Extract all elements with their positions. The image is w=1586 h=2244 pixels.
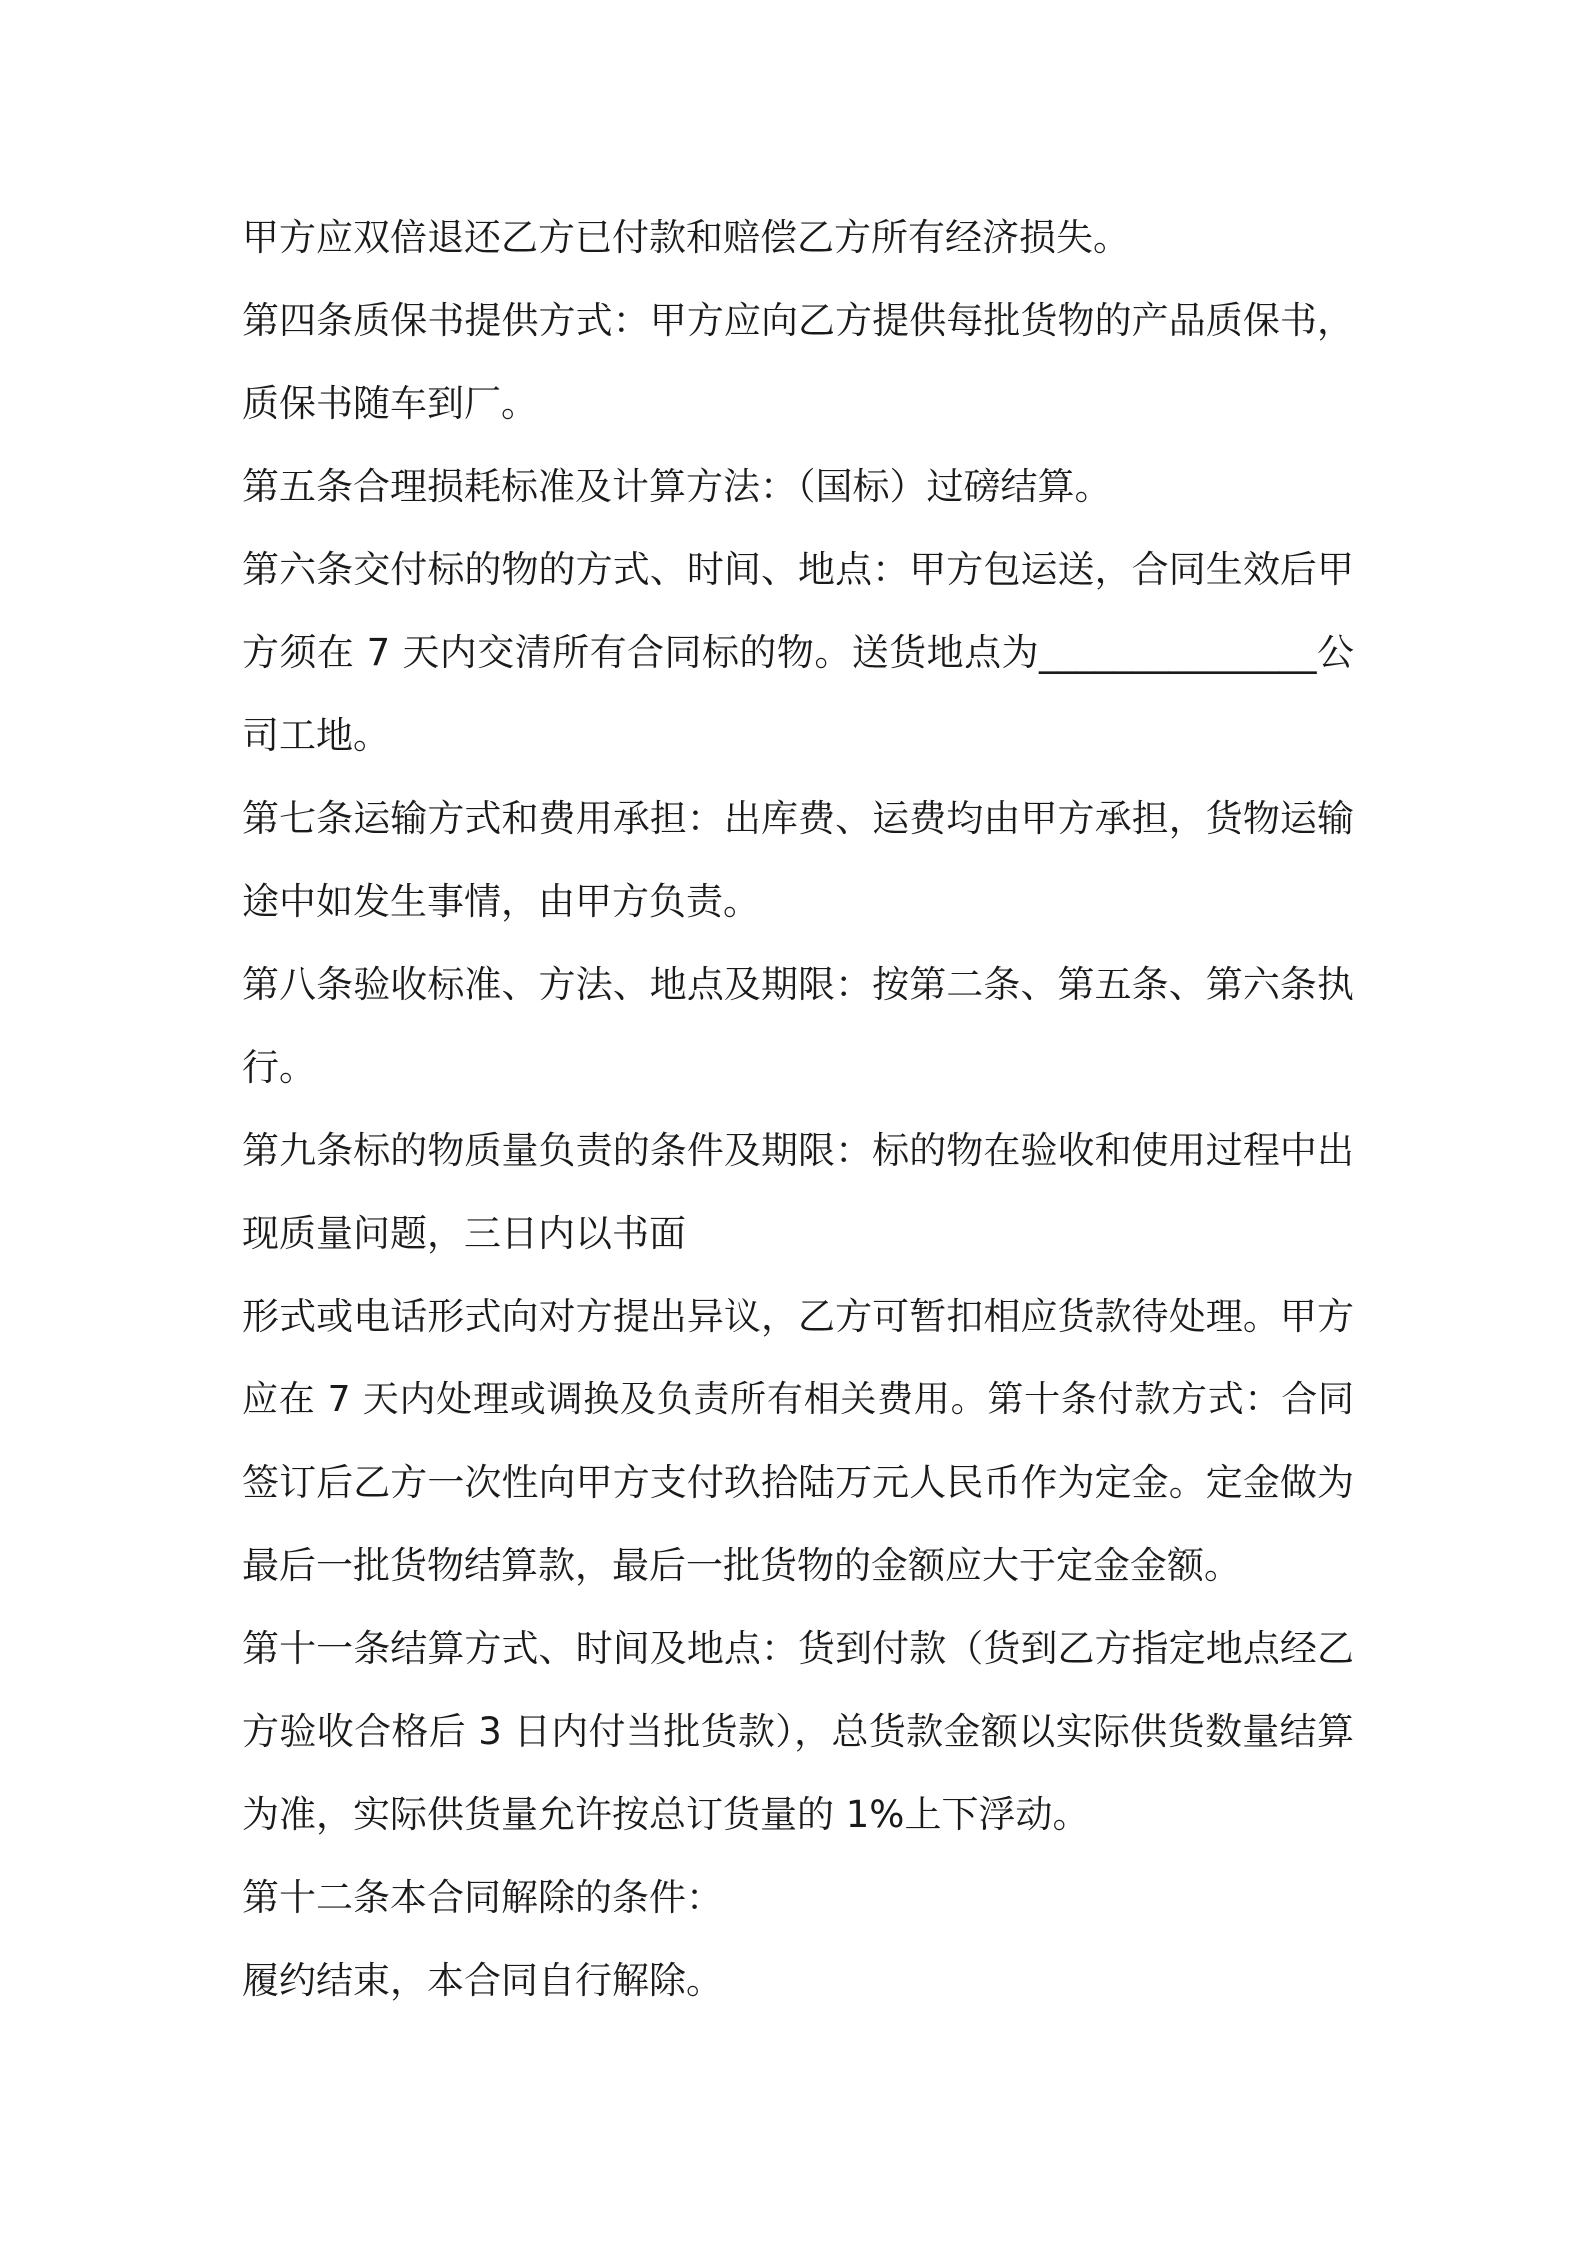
text-line: 第九条标的物质量负责的条件及期限：标的物在验收和使用过程中出 — [242, 1129, 1354, 1172]
text-line: 应在 7 天内处理或调换及负责所有相关费用。第十条付款方式：合同 — [242, 1379, 1354, 1420]
text-line: 途中如发生事情，由甲方负责。 — [242, 880, 760, 923]
text-line: 第七条运输方式和费用承担：出库费、运费均由甲方承担，货物运输 — [242, 797, 1354, 840]
text-line: 形式或电话形式向对方提出异议，乙方可暂扣相应货款待处理。甲方 — [242, 1295, 1354, 1338]
text-line: 最后一批货物结算款，最后一批货物的金额应大于定金金额。 — [242, 1544, 1241, 1587]
text-line: 第六条交付标的物的方式、时间、地点：甲方包运送，合同生效后甲 — [242, 548, 1354, 591]
contract-body — [242, 196, 1354, 2022]
text-line: 为准，实际供货量允许按总订货量的 1%上下浮动。 — [242, 1793, 1090, 1836]
text-line: 签订后乙方一次性向甲方支付玖拾陆万元人民币作为定金。定金做为 — [242, 1461, 1354, 1504]
text-line: 司工地。 — [242, 714, 390, 757]
text-line: 行。 — [242, 1046, 316, 1089]
text-line: 质保书随车到厂。 — [242, 382, 538, 425]
text-line: 第八条验收标准、方法、地点及期限：按第二条、第五条、第六条执 — [242, 963, 1354, 1006]
text-line: 甲方应双倍退还乙方已付款和赔偿乙方所有经济损失。 — [242, 216, 1130, 259]
text-line: 方须在 7 天内交清所有合同标的物。送货地点为_______________公 — [242, 631, 1354, 674]
text-line: 第五条合理损耗标准及计算方法：（国标）过磅结算。 — [242, 465, 1112, 508]
text-line: 履约结束，本合同自行解除。 — [242, 1959, 723, 2002]
text-line: 第四条质保书提供方式：甲方应向乙方提供每批货物的产品质保书， — [242, 299, 1354, 342]
text-line: 现质量问题，三日内以书面 — [242, 1212, 686, 1255]
text-line: 第十一条结算方式、时间及地点：货到付款（货到乙方指定地点经乙 — [242, 1627, 1354, 1670]
text-line: 方验收合格后 3 日内付当批货款），总货款金额以实际供货数量结算 — [242, 1710, 1354, 1753]
text-line: 第十二条本合同解除的条件： — [242, 1876, 723, 1919]
